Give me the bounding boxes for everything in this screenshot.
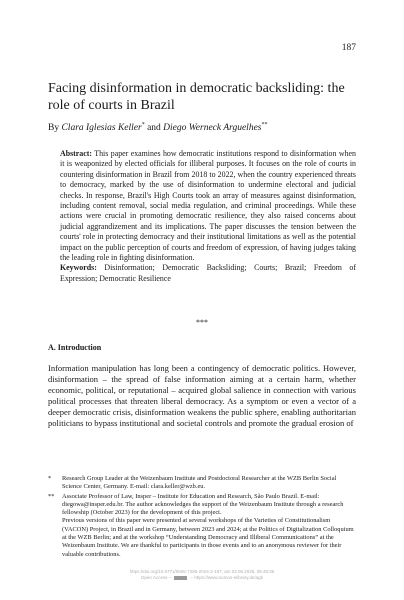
- footnote: [48, 475, 356, 492]
- keywords-label: Keywords:: [60, 263, 97, 273]
- abstract-label: Abstract:: [60, 149, 92, 158]
- abstract: [60, 149, 356, 284]
- by-label: By: [48, 123, 60, 133]
- author-line: [48, 123, 268, 133]
- terms-link[interactable]: – https://www.nomos-elibrary.de/agb: [190, 575, 264, 580]
- footnote-body: [62, 493, 356, 559]
- section-separator: ***: [196, 318, 208, 327]
- footnote-text: Previous versions of this paper were presented at several workshops of the Varieties of Constitutionalism (VACON) Project, in Brazil and in Germany, between 2023 and 2024; at the Politics of Digitalization Colloquium at the WZB Berlin; and at the workshop “Understanding Democracy and Illiberal Communications” at the Weizenbaum Institute. We are thankful to participants in those events and to an anonymous reviewer for their valuable contributions.: [62, 517, 354, 558]
- footnote-text: Research Group Leader at the Weizenbaum Institute and Postdoctoral Researcher at the WZB Berlin Social Science Center, Germany. E-mail: clara.keller@wzb.eu.: [62, 475, 337, 491]
- author-name: Diego Werneck Arguelhes: [163, 123, 262, 133]
- footnote-mark[interactable]: **: [261, 121, 268, 128]
- page-footer: [0, 569, 404, 581]
- footnote: [48, 493, 356, 559]
- footnote-mark: **: [48, 492, 55, 500]
- keywords: [60, 263, 356, 284]
- author-name: Clara Iglesias Keller: [61, 123, 142, 133]
- abstract-text: This paper examines how democratic institutions respond to disinformation when it is weaponized by elected officials for illiberal purposes. It focuses on the role of courts in countering disinformation in Brazil from 2018 to 2022, when the country experienced threats to democracy, marked by the use of disinformation to undermine electoral and judicial checks. In response, Brazil's High Courts took an array of measures against disinformation, including content removal, social media regulation, and criminal proceedings. While these actions were crucial in promoting democratic resilience, they also raised concerns about judicial aggrandizement and its implications. The paper discusses the tension between the courts' role in protecting democracy and their institutional limitations as well as the potential impact on the public perception of courts and freedom of expression, of having judges taking the leading role in fighting disinformation.: [60, 149, 356, 263]
- article-title: Facing disinformation in democratic backsliding: the role of courts in Brazil: [48, 81, 345, 113]
- footnotes: [48, 475, 356, 560]
- body-paragraph: Information manipulation has long been a contingency of democratic politics. However, disinformation – the spread of false information aiming at a certain harm, whether economic, political, or reputational – acquired global salience in connection with various political processes that threaten liberal democracy. As a symptom or even a vector of a deeper democratic crisis, disinformation weakens the public sphere, enabling authoritarian politicians to bypass institutional and societal controls and promote the gradual erosion of: [48, 363, 356, 429]
- doi-link[interactable]: https://doi.org/10.5771/0506-7286-2024-2-187, am 02.06.2025, 08:48:36: [129, 569, 275, 574]
- section-heading: A. Introduction: [48, 343, 102, 352]
- cc-license-icon[interactable]: [174, 576, 187, 580]
- abstract-paragraph: [60, 149, 356, 263]
- page-number: 187: [341, 43, 356, 53]
- keywords-text: Disinformation; Democratic Backsliding; Courts; Brazil; Freedom of Expression; Democratic Resilience: [60, 263, 357, 283]
- footnote-mark: *: [48, 475, 52, 482]
- access-line: [0, 575, 404, 581]
- footnote-mark[interactable]: *: [141, 121, 145, 128]
- footnote-text: Associate Professor of Law, Insper – Institute for Education and Research, São Paulo Brazil. E-mail: diegowa@insper.edu.br. The author acknowledges the support of the Weizenbaum Institute through a research fellowship (October 2023) for the development of this project.: [62, 492, 344, 517]
- and-label: and: [147, 123, 161, 133]
- access-prefix: Open Access –: [140, 575, 172, 580]
